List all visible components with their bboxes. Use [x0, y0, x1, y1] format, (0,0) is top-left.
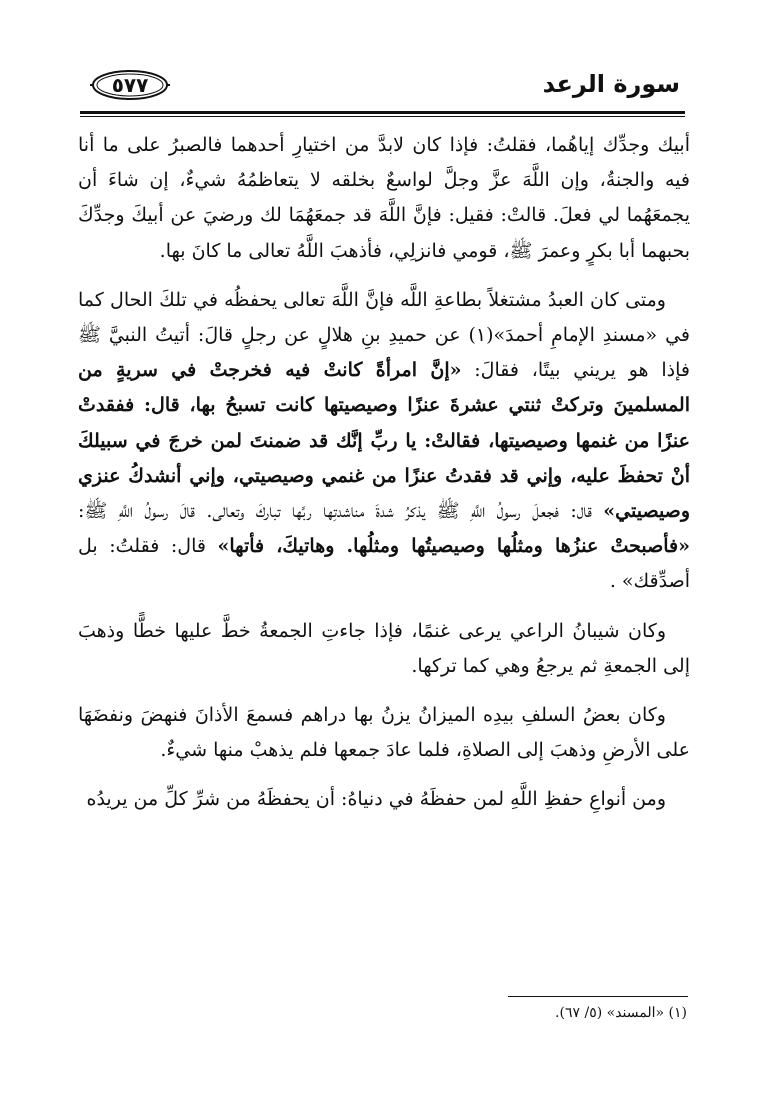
- surah-title: سورة الرعد: [542, 70, 680, 98]
- page-header: [80, 62, 680, 112]
- text-segment: ومتى كان العبدُ مشتغلاً بطاعةِ اللَّه فإنَّ اللَّهَ تعالى يحفظُه في تلكَ الحال كما في «مسندِ الإمامِ أحمدَ»(١) عن حميدِ بنِ هلالٍ عن رجلٍ قالَ: أتيتُ النبيَّ ﷺ فإذا هو يريني بيتًا، فقالَ:: [78, 288, 690, 382]
- text-segment: ومن أنواعِ حفظِ اللَّهِ لمن حفظَهُ في دنياهُ: أن يحفظَهُ من شرِّ كلِّ من يريدُه: [86, 788, 666, 811]
- page-number: ٥٧٧: [111, 73, 149, 97]
- text-segment: وكان شيبانُ الراعي يرعى غنمًا، فإذا جاءتِ الجمعةُ خطَّ عليها خطًّا وذهبَ إلى الجمعةِ ثم يرجعُ وهي كما تركها.: [78, 619, 690, 677]
- page-number-badge: [90, 68, 170, 102]
- header-rule-thin: [80, 116, 685, 117]
- paragraph: [78, 782, 690, 817]
- hadith-text: «فأصبحتْ عنزُها ومثلُها وصيصيتُها ومثلُها. وهاتيكَ، فأتها»: [217, 535, 691, 558]
- text-segment: وكان بعضُ السلفِ بيدِه الميزانُ يزنُ بها دراهم فسمعَ الأذانَ فنهضَ ونفضَهَا على الأرضِ وذهبَ إلى الصلاةِ، فلما عادَ جمعها فلم يذهبْ منها شيءٌ.: [78, 704, 690, 762]
- hadith-text: «إنَّ امرأةً كانتْ فيه فخرجتْ في سريةٍ من المسلمينَ وتركتْ ثنتي عشرةَ عنزًا وصيصيتها كانت تسبحُ بها، قال: ففقدتْ عنزًا من غنمها وصيصيتها، فقالتْ: يا ربِّ إنَّك قد ضمنتَ لمن خرجَ في سبيلكَ أنْ تحفظَ عليه، وإني قد فقدتُ عنزًا من غنمي وصيصيتي، وإني أنشدكُ عنزي وصيصيتي»: [78, 359, 690, 523]
- header-rule: [80, 111, 685, 114]
- paragraph: [78, 128, 690, 269]
- text-segment: قال: فجعلَ رسولُ اللَّهِ ﷺ يذكرُ شدةَ مناشدتِها ربَّها تباركَ وتعالى. قالَ رسولُ اللَّهِ ﷺ:: [78, 500, 604, 523]
- paragraph: [78, 283, 690, 600]
- footnote-separator: [508, 996, 688, 997]
- paragraph: [78, 614, 690, 684]
- text-segment: أبيك وجدِّك إياهُما، فقلتُ: فإذا كان لابدَّ من اختيارِ أحدهما فالصبرُ على ما أنا فيه والجنةُ، وإن اللَّهَ عزَّ وجلَّ لواسعٌ بخلقه لا يتعاظمُهُ شيءٌ، إن شاءَ أن يجمعَهُما لي فعلَ. قالتْ: فقيل: فإنَّ اللَّهَ قد جمعَهُمَا لك ورضيَ عن أبيكَ وجدِّكَ بحبهما أبا بكرٍ وعمرَ ﷺ، قومي فانزلِي، فأذهبَ اللَّهُ تعالى ما كانَ بها.: [78, 134, 690, 262]
- footnote: (١) «المسند» (٥/ ٦٧).: [555, 1005, 687, 1021]
- paragraph: [78, 698, 690, 768]
- body-text: [78, 128, 690, 818]
- text-segment: قال: فقلتُ: بل أصدِّقك» .: [78, 535, 690, 593]
